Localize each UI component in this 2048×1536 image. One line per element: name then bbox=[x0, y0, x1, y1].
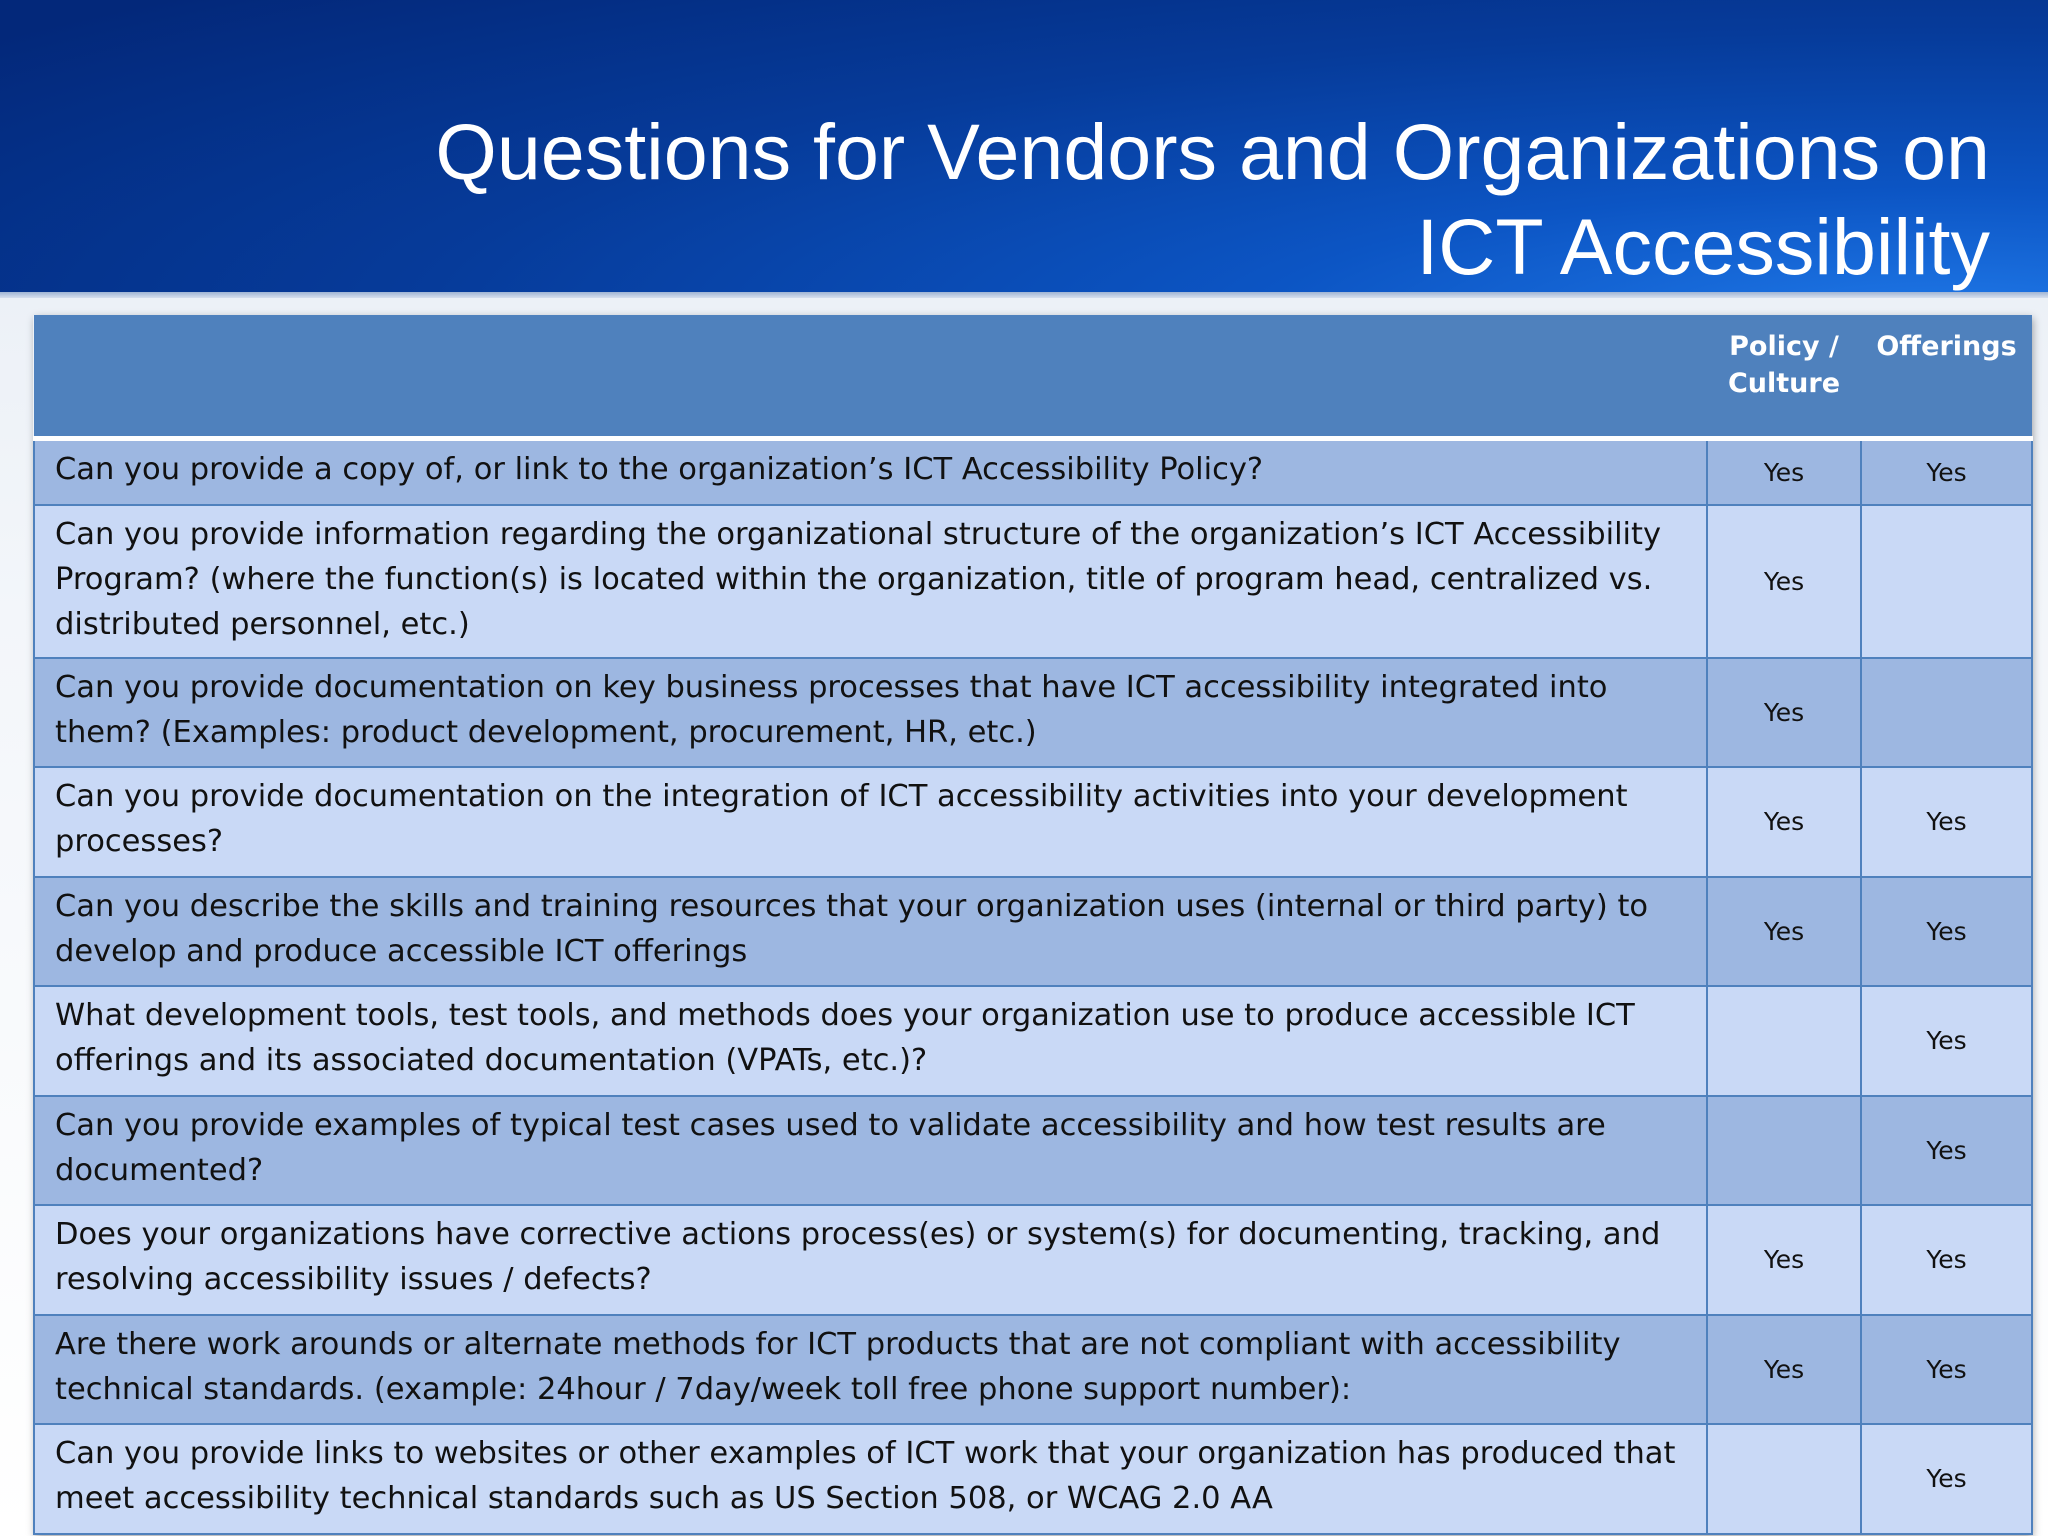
offerings-cell: Yes bbox=[1861, 1096, 2032, 1205]
questions-table bbox=[33, 315, 2033, 1535]
offerings-cell: Yes bbox=[1861, 1424, 2032, 1534]
table-row bbox=[34, 986, 2032, 1096]
offerings-cell bbox=[1861, 505, 2032, 658]
question-cell: Does your organizations have corrective actions process(es) or system(s) for documenting, tracking, and resolving accessibility issues / defects? bbox=[34, 1205, 1707, 1315]
slide-title-line-2: ICT Accessibility bbox=[1416, 202, 1990, 291]
table-row bbox=[34, 658, 2032, 767]
offerings-cell: Yes bbox=[1861, 877, 2032, 986]
column-header-question bbox=[34, 315, 1707, 439]
policy-cell: Yes bbox=[1707, 1205, 1861, 1315]
policy-cell: Yes bbox=[1707, 658, 1861, 767]
policy-cell bbox=[1707, 1424, 1861, 1534]
policy-cell: Yes bbox=[1707, 877, 1861, 986]
question-cell: Are there work arounds or alternate methods for ICT products that are not compliant with accessibility technical standards. (example: 24hour / 7day/week toll free phone support number): bbox=[34, 1315, 1707, 1424]
policy-cell: Yes bbox=[1707, 767, 1861, 877]
question-cell: Can you provide information regarding the organizational structure of the organization’s ICT Accessibility Program? (where the function(s) is located within the organization, title of program head, centralized vs. distributed personnel, etc.) bbox=[34, 505, 1707, 658]
question-cell: Can you provide examples of typical test cases used to validate accessibility and how test results are documented? bbox=[34, 1096, 1707, 1205]
policy-cell bbox=[1707, 986, 1861, 1096]
table-row bbox=[34, 877, 2032, 986]
policy-cell: Yes bbox=[1707, 505, 1861, 658]
offerings-cell: Yes bbox=[1861, 439, 2032, 505]
offerings-cell: Yes bbox=[1861, 986, 2032, 1096]
offerings-cell: Yes bbox=[1861, 767, 2032, 877]
policy-cell: Yes bbox=[1707, 439, 1861, 505]
slide-title-line-1: Questions for Vendors and Organizations on bbox=[435, 107, 1990, 196]
policy-cell bbox=[1707, 1096, 1861, 1205]
question-cell: What development tools, test tools, and methods does your organization use to produce accessible ICT offerings and its associated documentation (VPATs, etc.)? bbox=[34, 986, 1707, 1096]
question-cell: Can you provide documentation on key business processes that have ICT accessibility integrated into them? (Examples: product development, procurement, HR, etc.) bbox=[34, 658, 1707, 767]
column-header-policy-culture: Policy / Culture bbox=[1707, 315, 1861, 439]
table-row bbox=[34, 1205, 2032, 1315]
table-row bbox=[34, 1096, 2032, 1205]
slide-title bbox=[190, 104, 1990, 294]
table-row bbox=[34, 767, 2032, 877]
offerings-cell bbox=[1861, 658, 2032, 767]
offerings-cell: Yes bbox=[1861, 1205, 2032, 1315]
question-cell: Can you provide a copy of, or link to the organization’s ICT Accessibility Policy? bbox=[34, 439, 1707, 505]
questions-table-container bbox=[33, 315, 2031, 1535]
question-cell: Can you describe the skills and training resources that your organization uses (internal or third party) to develop and produce accessible ICT offerings bbox=[34, 877, 1707, 986]
table-header-row bbox=[34, 315, 2032, 439]
question-cell: Can you provide links to websites or other examples of ICT work that your organization has produced that meet accessibility technical standards such as US Section 508, or WCAG 2.0 AA bbox=[34, 1424, 1707, 1534]
table-row bbox=[34, 1424, 2032, 1534]
table-row bbox=[34, 439, 2032, 505]
offerings-cell: Yes bbox=[1861, 1315, 2032, 1424]
policy-cell: Yes bbox=[1707, 1315, 1861, 1424]
question-cell: Can you provide documentation on the integration of ICT accessibility activities into your development processes? bbox=[34, 767, 1707, 877]
column-header-offerings: Offerings bbox=[1861, 315, 2032, 439]
table-row bbox=[34, 1315, 2032, 1424]
table-row bbox=[34, 505, 2032, 658]
